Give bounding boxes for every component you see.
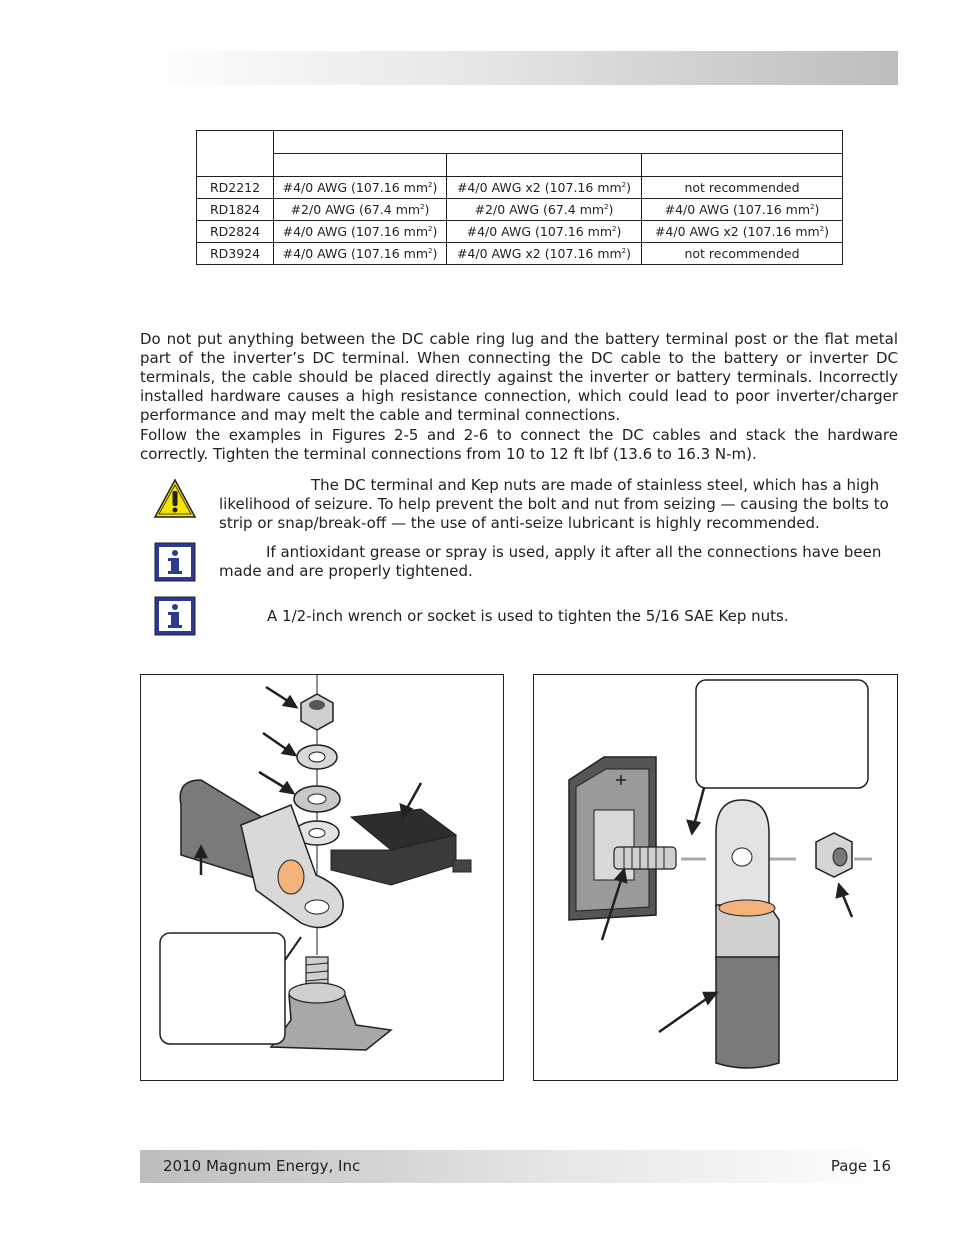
superscript: 2 <box>819 224 825 233</box>
table-row <box>197 243 843 265</box>
cable-size-suffix: ) <box>824 224 830 239</box>
cable-size-suffix: ) <box>432 246 438 261</box>
caution-note: The DC terminal and Kep nuts are made of stainless steel, which has a high likelihood of seizure. To help prevent the bolt and nut from seizing — causing the bolts to strip or snap/break-off — the use of anti-seize lubricant is highly recommended. <box>219 476 889 532</box>
cable-size-text: not recommended <box>684 246 800 261</box>
cable-size-cell <box>642 199 843 221</box>
header-bar <box>140 51 898 85</box>
cable-size-cell <box>447 199 642 221</box>
cable-size-suffix: ) <box>432 224 438 239</box>
model-cell: RD1824 <box>197 199 274 221</box>
superscript: 2 <box>428 224 433 233</box>
table-row <box>197 177 843 199</box>
paragraph-figures: Follow the examples in Figures 2-5 and 2-6 to connect the DC cables and stack the hardware correctly. Tighten the terminal connections from 10 to 12 ft lbf (13.6 to 16.3 N-m). <box>140 426 898 463</box>
cable-size-cell <box>274 221 447 243</box>
cable-size-text: #2/0 AWG (67.4 mm <box>290 202 421 217</box>
table-row <box>197 199 843 221</box>
paragraph-hardware: Do not put anything between the DC cable ring lug and the battery terminal post or the flat metal part of the inverter’s DC terminal. When connecting the DC cable to the battery or inverter DC terminals, the cable should be placed directly against the inverter or battery terminals. Incorrectly installed hardware causes a high resistance connection, which could lead to poor inverter/charger performance and may melt the cable and terminal connections. <box>140 330 898 424</box>
cable-size-table <box>196 130 843 265</box>
cable-size-cell <box>447 221 642 243</box>
page-number: Page 16 <box>830 1157 891 1175</box>
inverter-hardware-illustration <box>534 675 897 1080</box>
table-header-group <box>274 131 843 154</box>
superscript: 2 <box>612 224 617 233</box>
figure-inverter-hardware <box>533 674 898 1081</box>
info-icon <box>154 542 196 582</box>
table-subheader <box>642 154 843 177</box>
cable-size-cell <box>642 177 843 199</box>
footer-copyright: 2010 Magnum Energy, Inc <box>163 1157 361 1175</box>
table-subheader <box>447 154 642 177</box>
superscript: 2 <box>604 202 609 211</box>
model-cell: RD3924 <box>197 243 274 265</box>
cable-size-text: #4/0 AWG (107.16 mm <box>282 224 429 239</box>
cable-size-suffix: ) <box>608 202 614 217</box>
cable-size-suffix: ) <box>814 202 820 217</box>
cable-size-text: #4/0 AWG x2 (107.16 mm <box>654 224 820 239</box>
cable-size-cell <box>274 243 447 265</box>
cable-size-cell <box>274 199 447 221</box>
cable-size-suffix: ) <box>616 224 622 239</box>
cable-size-cell <box>447 243 642 265</box>
table-header-row <box>197 131 843 154</box>
cable-size-text: #4/0 AWG (107.16 mm <box>466 224 613 239</box>
figure-battery-hardware <box>140 674 504 1081</box>
cable-size-text: not recommended <box>684 180 800 195</box>
cable-size-text: #4/0 AWG x2 (107.16 mm <box>456 180 622 195</box>
caution-triangle-icon <box>153 478 197 520</box>
cable-size-text: #4/0 AWG x2 (107.16 mm <box>456 246 622 261</box>
cable-size-text: #4/0 AWG (107.16 mm <box>282 246 429 261</box>
table-subheader-row <box>197 154 843 177</box>
superscript: 2 <box>420 202 425 211</box>
superscript: 2 <box>428 246 433 255</box>
model-cell: RD2824 <box>197 221 274 243</box>
cable-size-cell <box>642 221 843 243</box>
cable-size-text: #2/0 AWG (67.4 mm <box>474 202 605 217</box>
cable-size-suffix: ) <box>432 180 438 195</box>
superscript: 2 <box>621 180 627 189</box>
cable-size-cell <box>642 243 843 265</box>
table-row <box>197 221 843 243</box>
info-note-grease: If antioxidant grease or spray is used, apply it after all the connections have been made and are properly tightened. <box>219 543 882 580</box>
model-cell: RD2212 <box>197 177 274 199</box>
cable-size-suffix: ) <box>424 202 430 217</box>
cable-size-suffix: ) <box>626 246 632 261</box>
cable-size-text: #4/0 AWG (107.16 mm <box>282 180 429 195</box>
table-header-model <box>197 131 274 177</box>
cable-size-text: #4/0 AWG (107.16 mm <box>664 202 811 217</box>
superscript: 2 <box>621 246 627 255</box>
info-note-wrench: A 1/2-inch wrench or socket is used to tighten the 5/16 SAE Kep nuts. <box>267 607 789 625</box>
cable-size-suffix: ) <box>626 180 632 195</box>
battery-hardware-illustration <box>141 675 503 1080</box>
cable-size-cell <box>274 177 447 199</box>
cable-size-cell <box>447 177 642 199</box>
superscript: 2 <box>810 202 815 211</box>
info-icon <box>154 596 196 636</box>
table-subheader <box>274 154 447 177</box>
superscript: 2 <box>428 180 433 189</box>
